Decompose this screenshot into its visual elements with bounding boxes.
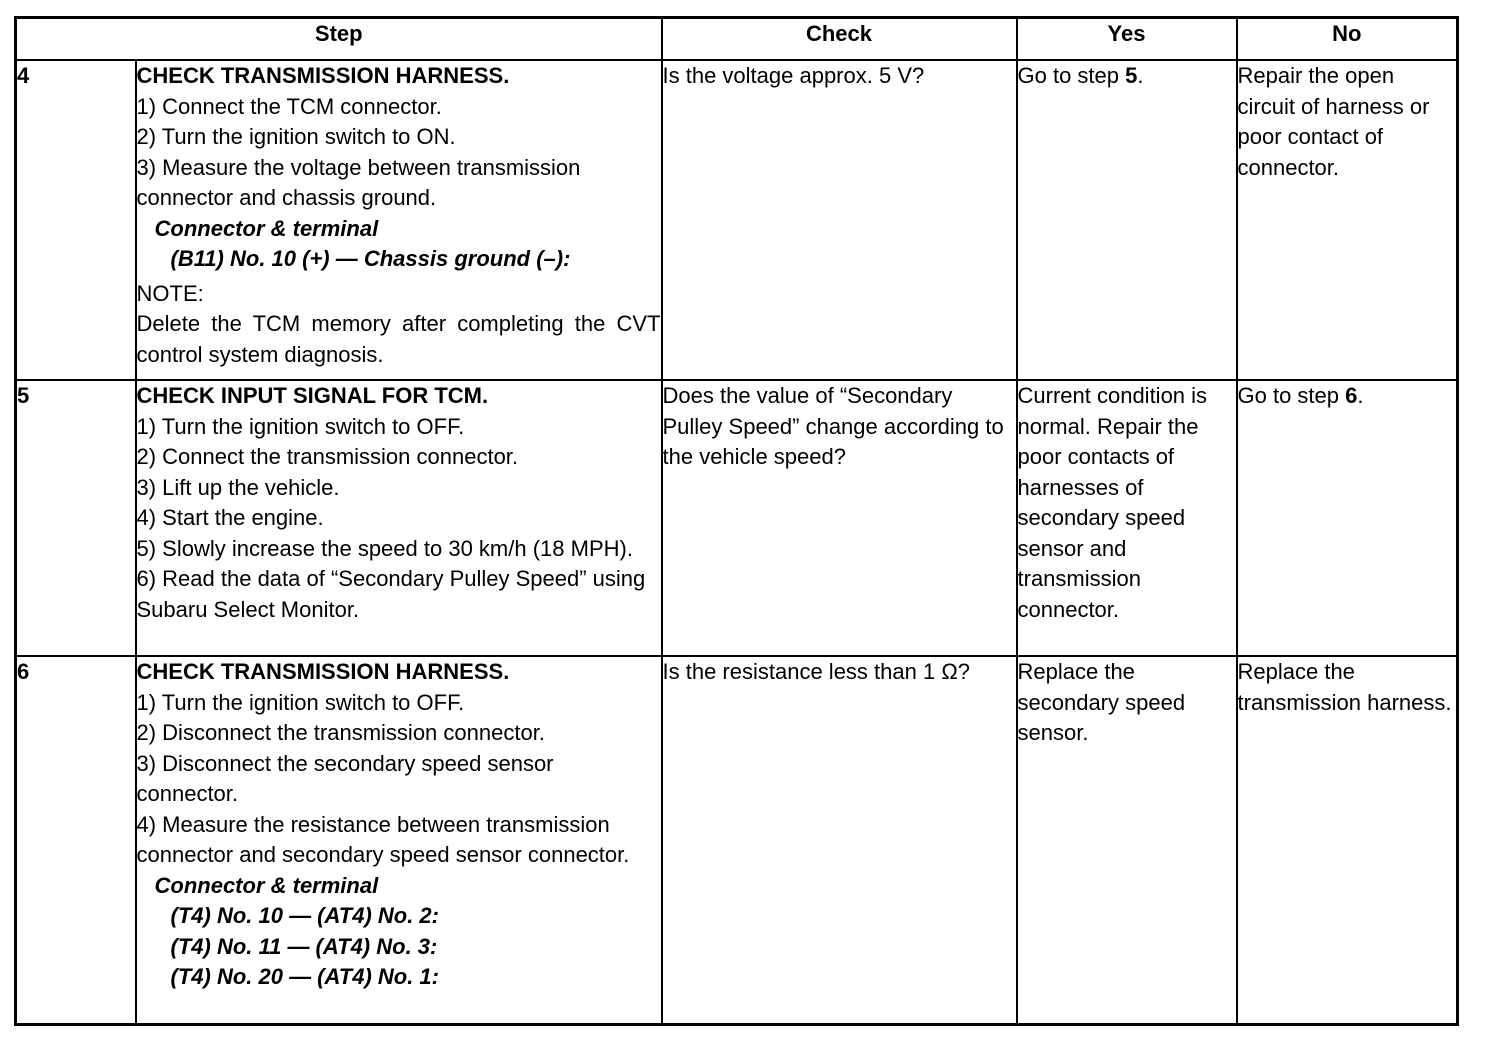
step-title: CHECK TRANSMISSION HARNESS. (136, 63, 510, 88)
step-number: 5 (16, 380, 136, 656)
step-instruction: 2) Connect the transmission connector. (136, 444, 519, 469)
diagnostic-table (14, 16, 1459, 1026)
step-instruction: 3) Disconnect the secondary speed sensor connector. (136, 750, 554, 806)
step-title: CHECK TRANSMISSION HARNESS. (136, 659, 510, 684)
no-cell: Replace the transmission harness. (1237, 656, 1458, 1025)
step-instruction: 2) Disconnect the transmission connector. (136, 720, 545, 745)
header-row (16, 18, 1458, 61)
step-cell (136, 60, 662, 380)
no-suffix: . (1357, 383, 1364, 408)
step-number: 4 (16, 60, 136, 380)
table-row (16, 60, 1458, 380)
header-no: No (1237, 18, 1458, 61)
no-cell (1237, 380, 1458, 656)
connector-terminal: (B11) No. 10 (+) — Chassis ground (–): (170, 246, 571, 271)
step-instruction: 4) Measure the resistance between transmission connector and secondary speed sensor connector. (136, 811, 630, 867)
step-title: CHECK INPUT SIGNAL FOR TCM. (136, 383, 489, 408)
note-text: Delete the TCM memory after completing the CVT control system diagnosis. (136, 311, 661, 367)
connector-terminal: (T4) No. 10 — (AT4) No. 2: (170, 903, 439, 928)
check-cell: Does the value of “Secondary Pulley Speed” change according to the vehicle speed? (662, 380, 1017, 656)
check-cell: Is the voltage approx. 5 V? (662, 60, 1017, 380)
yes-cell (1017, 60, 1237, 380)
connector-label: Connector & terminal (154, 215, 379, 241)
table-row (16, 656, 1458, 1025)
no-cell: Repair the open circuit of harness or poor contact of connector. (1237, 60, 1458, 380)
connector-terminal: (T4) No. 11 — (AT4) No. 3: (170, 933, 438, 959)
note-label: NOTE: (136, 280, 204, 306)
yes-cell: Replace the secondary speed sensor. (1017, 656, 1237, 1025)
step-instruction: 3) Lift up the vehicle. (136, 474, 340, 500)
connector-label: Connector & terminal (154, 872, 379, 898)
table-row (16, 380, 1458, 656)
no-prefix: Go to step (1237, 383, 1346, 408)
step-instruction: 4) Start the engine. (136, 505, 324, 530)
yes-suffix: . (1137, 63, 1144, 88)
check-cell: Is the resistance less than 1 Ω? (662, 656, 1017, 1025)
step-cell (136, 656, 662, 1025)
header-step: Step (16, 18, 662, 61)
yes-prefix: Go to step (1017, 63, 1126, 88)
header-yes: Yes (1017, 18, 1237, 61)
yes-cell: Current condition is normal. Repair the poor contacts of harnesses of secondary speed sensor and transmission connector. (1017, 380, 1237, 656)
step-instruction: 1) Connect the TCM connector. (136, 93, 442, 119)
step-instruction: 1) Turn the ignition switch to OFF. (136, 413, 465, 439)
step-instruction: 1) Turn the ignition switch to OFF. (136, 689, 465, 715)
header-check: Check (662, 18, 1017, 61)
step-cell (136, 380, 662, 656)
step-instruction: 2) Turn the ignition switch to ON. (136, 124, 456, 149)
no-step-ref: 6 (1345, 383, 1358, 408)
yes-step-ref: 5 (1125, 63, 1138, 88)
step-instruction: 5) Slowly increase the speed to 30 km/h (18 MPH). (136, 535, 633, 561)
step-instruction: 3) Measure the voltage between transmission connector and chassis ground. (136, 154, 581, 210)
step-number: 6 (16, 656, 136, 1025)
connector-terminal: (T4) No. 20 — (AT4) No. 1: (170, 964, 439, 989)
step-instruction: 6) Read the data of “Secondary Pulley Speed” using Subaru Select Monitor. (136, 566, 646, 622)
